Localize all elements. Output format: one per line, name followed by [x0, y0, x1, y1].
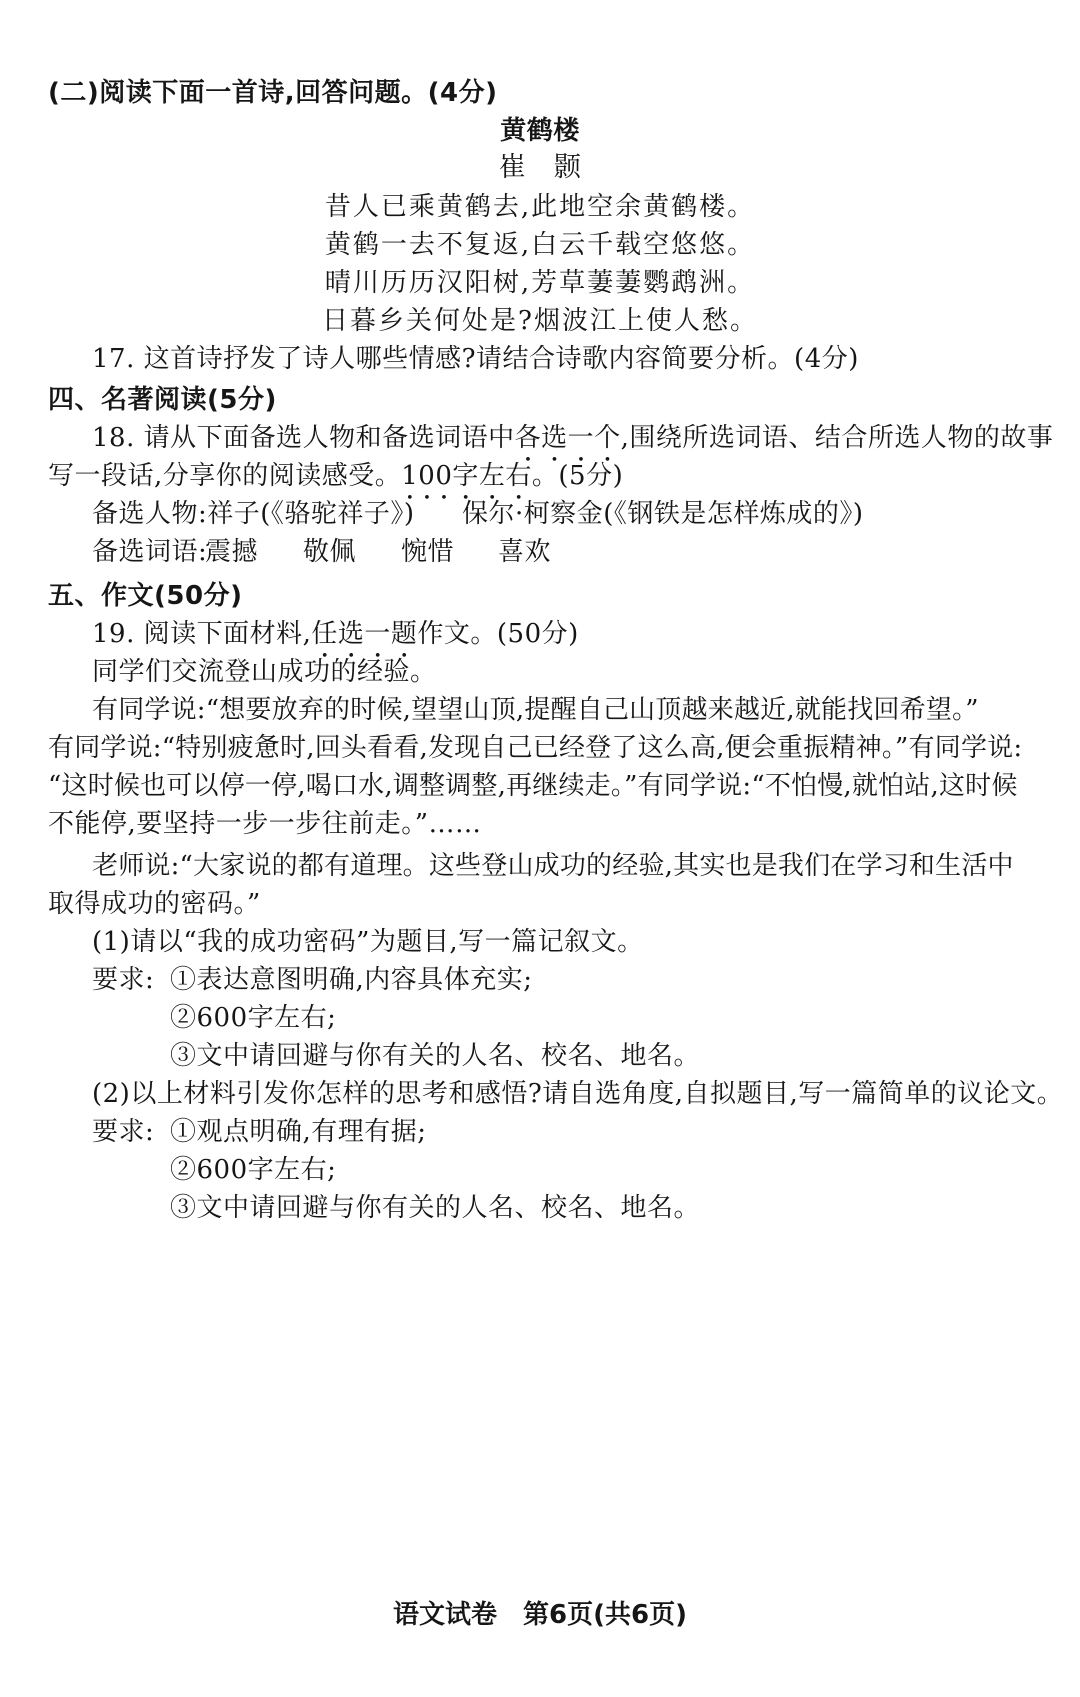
word-option-1: 震撼 — [205, 537, 259, 567]
option-2-requirement-3: ③文中请回避与你有关的人名、校名、地名。 — [170, 1193, 701, 1223]
q18-text-c: 写一段话,分享你的阅读感受。 — [48, 461, 402, 491]
q19-text-a: 19. 阅读下面材料, — [92, 619, 312, 649]
option-1-requirement-2: ②600字左右; — [170, 1003, 337, 1033]
poem-line-4: 日暮乡关何处是?烟波江上使人愁。 — [322, 306, 758, 336]
section-essay-heading: 五、作文(50分) — [48, 581, 243, 611]
poem-line-1: 昔人已乘黄鹤去,此地空余黄鹤楼。 — [324, 192, 756, 222]
page-footer: 语文试卷 第6页(共6页) — [393, 1600, 687, 1630]
poem-author: 崔 颢 — [498, 152, 582, 183]
section-classics-heading: 四、名著阅读(5分) — [48, 385, 277, 415]
q18-emphasis-word-count: 100字左右 — [401, 461, 532, 491]
word-option-4: 喜欢 — [498, 537, 552, 567]
poem-title: 黄鹤楼 — [500, 116, 580, 146]
option-2-requirements-label: 要求: — [92, 1117, 155, 1147]
option-1-requirement-1: ①表达意图明确,内容具体充实; — [170, 965, 533, 995]
character-xiangzi: 祥子(《骆驼祥子》) — [207, 499, 415, 529]
section-poem-heading: (二)阅读下面一首诗,回答问题。(4分) — [48, 78, 498, 108]
poem-line-2: 黄鹤一去不复返,白云千载空悠悠。 — [324, 230, 756, 260]
essay-option-2: (2)以上材料引发你怎样的思考和感悟?请自选角度,自拟题目,写一篇简单的议论文。 — [92, 1079, 1064, 1109]
option-2-requirement-2: ②600字左右; — [170, 1155, 337, 1185]
option-1-requirement-3: ③文中请回避与你有关的人名、校名、地名。 — [170, 1041, 701, 1071]
q18-text-b: ,围绕所选词语、结合所选人物的故事 — [620, 423, 1054, 453]
material-line-4: “这时候也可以停一停,喝口水,调整调整,再继续走。”有同学说:“不怕慢,就怕站,这时候 — [48, 771, 1018, 801]
essay-option-1: (1)请以“我的成功密码”为题目,写一篇记叙文。 — [92, 927, 644, 957]
character-paul-korchagin: 保尔·柯察金(《钢铁是怎样炼成的》) — [462, 499, 864, 529]
material-line-7: 取得成功的密码。” — [48, 889, 261, 919]
material-line-3: 有同学说:“特别疲惫时,回头看看,发现自己已经登了这么高,便会重振精神。”有同学说: — [48, 733, 1023, 763]
q19-emphasis-pick-one: 任选一题 — [311, 619, 418, 649]
question-17: 17. 这首诗抒发了诗人哪些情感?请结合诗歌内容简要分析。(4分) — [92, 344, 859, 374]
material-line-5: 不能停,要坚持一步一步往前走。”…… — [48, 809, 482, 839]
q18-text-a: 18. 请从下面备选人物和备选词语中 — [92, 423, 515, 453]
q18-emphasis-choose-one: 各选一个 — [514, 423, 621, 453]
q18-text-d: 。(5分) — [531, 461, 624, 491]
candidate-characters-row — [92, 497, 415, 531]
characters-label: 备选人物: — [92, 499, 208, 529]
word-option-2: 敬佩 — [303, 537, 357, 567]
option-2-requirement-1: ①观点明确,有理有据; — [170, 1117, 427, 1147]
words-label: 备选词语: — [92, 537, 208, 567]
material-line-6: 老师说:“大家说的都有道理。这些登山成功的经验,其实也是我们在学习和生活中 — [92, 851, 1014, 881]
option-1-requirements-label: 要求: — [92, 965, 155, 995]
material-line-2: 有同学说:“想要放弃的时候,望望山顶,提醒自己山顶越来越近,就能找回希望。” — [92, 695, 979, 725]
material-line-1: 同学们交流登山成功的经验。 — [92, 657, 437, 687]
word-option-3: 惋惜 — [401, 537, 455, 567]
poem-line-3: 晴川历历汉阳树,芳草萋萋鹦鹉洲。 — [324, 268, 756, 298]
q19-text-b: 作文。(50分) — [417, 619, 579, 649]
